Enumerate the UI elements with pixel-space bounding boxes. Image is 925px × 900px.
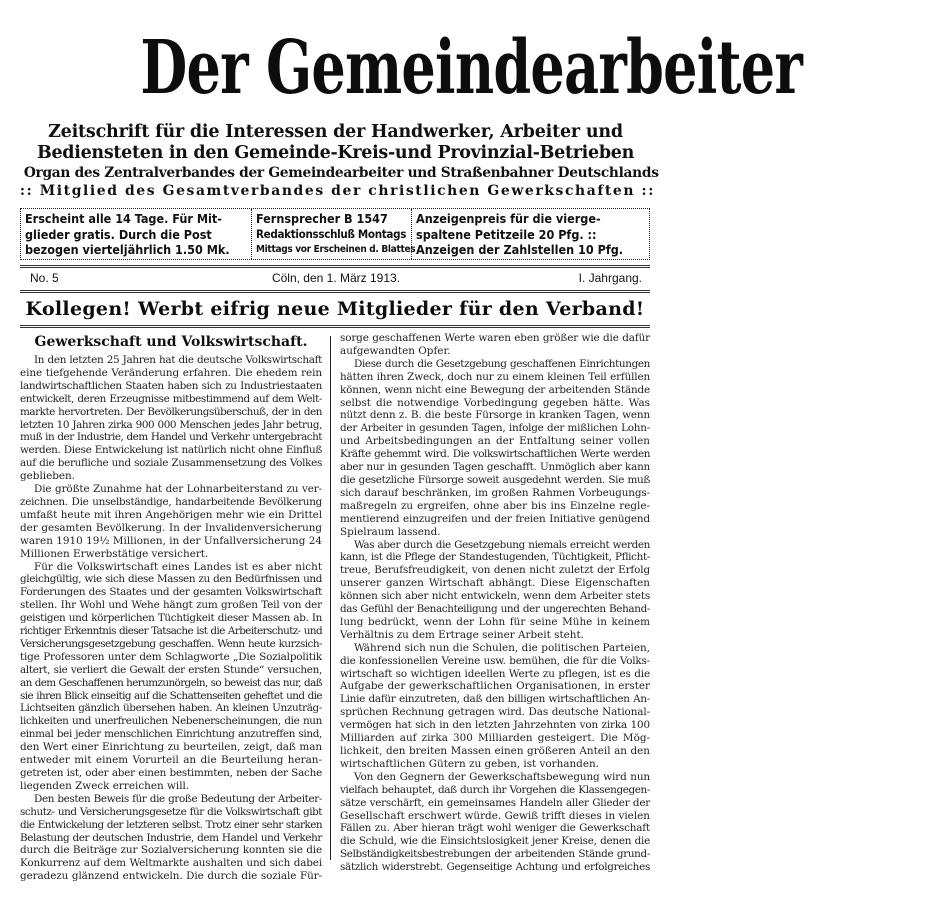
article-text-line: durch die Beiträge zur Sozialversicherung konnten sie die xyxy=(20,844,322,857)
article-text-line: Aufgabe der gewerkschaftlichen Organisationen, in erster xyxy=(340,680,650,693)
article-text-line: muß in der Industrie, dem Handel und Verkehr untergebracht xyxy=(20,431,322,444)
slogan-banner: Kollegen! Werbt eifrig neue Mitglieder für den Verband! xyxy=(25,298,645,320)
article-headline: Gewerkschaft und Volkswirtschaft. xyxy=(34,334,308,350)
article-text-line: sie ihren Blick einseitig auf die Schattenseiten geheftet und die xyxy=(20,689,322,702)
article-text-line: letzten 10 Jahren zirka 900 000 Menschen jedes Jahr betrug, xyxy=(20,418,322,431)
article-text-line: waren 1910 19½ Millionen, in der Unfallversicherung 24 xyxy=(20,534,322,547)
article-text-line: treue, Berufsfreudigkeit, von denen nicht zuletzt der Erfolg xyxy=(340,564,650,577)
article-text-line: einmal bei jeder menschlichen Einrichtung anzutreffen sind, xyxy=(20,728,322,741)
article-text-line: unserer ganzen Wirtschaft abhängt. Diese Eigenschaften xyxy=(340,577,650,590)
article-text-line: Milliarden auf zirka 300 Milliarden gesteigert. Die Mög- xyxy=(340,732,650,745)
article-text-line: In den letzten 25 Jahren hat die deutsche Volkswirtschaft xyxy=(34,354,322,366)
subtitle-line-2: Bediensteten in den Gemeinde-Kreis-und Provinzial-Betrieben xyxy=(36,143,635,163)
article-text-line: können sich aber nicht entwickeln, wenn dem Arbeiter stets xyxy=(340,590,650,603)
article-text-line: sätze verschärft, ein gemeinsames Handeln aller Glieder der xyxy=(340,796,650,809)
article-text-line: der gesamten Bevölkerung. In der Invalidenversicherung xyxy=(20,521,322,534)
article-text-line: die gesetzliche Fürsorge soweit ausgedehnt werden. Sie muß xyxy=(340,473,650,486)
info-box xyxy=(20,208,650,260)
article-text-line: zeichnen. Die unselbständige, handarbeitende Bevölkerung xyxy=(20,495,322,508)
article-text-line: Millionen Erwerbstätige versichert. xyxy=(20,547,209,560)
contact-line: Redaktionsschluß Montags xyxy=(256,226,407,241)
article-text-line: Während sich nun die Schulen, die politischen Parteien, xyxy=(354,641,650,654)
article-text-line: tige Professoren unter dem Schlagworte „Die Sozialpolitik xyxy=(20,650,322,663)
article-text-line: auf die berufliche und soziale Zusammensetzung des Volkes xyxy=(20,457,322,470)
article-text-line: umfaßt heute mit ihren Angehörigen mehr wie ein Drittel xyxy=(20,508,322,521)
article-text-line: mentierend einzugreifen und der freien Initiative genügend xyxy=(340,512,650,525)
divider xyxy=(20,265,650,268)
article-text-line: Selbständigkeitsbestrebungen der arbeitenden Stände grund- xyxy=(340,848,650,861)
article-text-line: die konfessionellen Vereine usw. bemühen, die für die Volks- xyxy=(340,654,650,667)
article-text-line: Fällen zu. Aber hieran trägt wohl weniger die Gewerkschaft xyxy=(340,822,650,835)
article-text-line: aber nur in gesunden Tagen geschafft. Unmöglich aber kann xyxy=(340,461,650,474)
issue-number: No. 5 xyxy=(30,271,59,285)
article-text-line: Linie dafür einzutreten, daß den billigen wirtschaftlichen An- xyxy=(340,693,650,706)
advertising-line: Anzeigenpreis für die vierge- xyxy=(416,211,601,226)
article-text-line: markte hervortreten. Der Bevölkerungsüberschuß, der in den xyxy=(20,405,322,418)
article-text-line: landwirtschaftlichen Staaten haben sich zu Industriestaaten xyxy=(20,379,322,392)
subscription-line: glieder gratis. Durch die Post xyxy=(25,226,212,242)
subscription-info xyxy=(21,209,251,259)
article-text-line: Konkurrenz auf dem Weltmarkte aushalten und sich dabei xyxy=(20,857,322,870)
volume: I. Jahrgang. xyxy=(578,271,642,285)
subscription-line: bezogen vierteljährlich 1.50 Mk. xyxy=(25,242,230,257)
dateline xyxy=(30,269,642,287)
article-text-line: geistigen und körperlichen Tüchtigkeit dieser Massen ab. In xyxy=(20,612,322,625)
contact-line: Fernsprecher B 1547 xyxy=(256,211,388,226)
advertising-info xyxy=(411,209,649,259)
article-text-line: hätten ihren Zweck, doch nur zu einem kleinen Teil erfüllen xyxy=(340,370,650,383)
article-text-line: wirtschaftlichen Gütern zu geben, ist vorhanden. xyxy=(340,757,599,770)
article-text-line: stellen. Ihr Wohl und Wehe hängt zum großen Teil von der xyxy=(20,599,322,612)
masthead-title: Der Gemeindearbeiter xyxy=(140,25,803,111)
article-text-line: sätzlich widerstrebt. Gegenseitige Achtung und erfolgreiches xyxy=(340,861,650,874)
article-text-line: entweder mit einem Vorurteil an die Beurteilung heran- xyxy=(20,754,322,767)
article-text-line: vermögen hat sich in den letzten Jahrzehnten von zirka 100 xyxy=(340,719,650,732)
article-text-line: der Arbeiter in gesunden Tagen, infolge der mißlichen Lohn- xyxy=(340,422,650,435)
article-text-line: eine tiefgehende Veränderung erfahren. Die ehedem rein xyxy=(20,366,322,379)
article-text-line: lichkeiten und unerfreulichen Nebenerscheinungen, die nun xyxy=(20,715,322,728)
article-text-line: und Arbeitsbedingungen an der Entfaltung seiner vollen xyxy=(340,435,650,448)
article-column-right xyxy=(340,332,650,874)
article-text-line: getreten ist, oder aber einen bestimmten, neben der Sache xyxy=(20,767,322,779)
subtitle-line-1: Zeitschrift für die Interessen der Handwerker, Arbeiter und xyxy=(48,122,623,142)
article-text-line: nützt denn z. B. die beste Fürsorge in kranken Tagen, wenn xyxy=(340,409,650,422)
article-text-line: schutz- und Versicherungsgesetze für die Volkswirtschaft gibt xyxy=(20,805,322,818)
article-text-line: die Schuld, wie die Einsichtslosigkeit jener Kreise, denen die xyxy=(340,835,650,848)
article-text-line: liegenden Zweck erreichen will. xyxy=(20,779,190,792)
article-text-line: selbst die notwendige Vorbedingung gegeben hätte. Was xyxy=(340,396,650,409)
article-text-line: Den besten Beweis für die große Bedeutung der Arbeiter- xyxy=(34,792,322,805)
membership-line: :: Mitglied des Gesamtverbandes der christlichen Gewerkschaften :: xyxy=(19,183,655,199)
article-text-line: das Gefühl der Benachteiligung und der ungerechten Behand- xyxy=(340,603,650,616)
article-text-line: wirtschaft so wichtigen ideellen Werte zu pflegen, ist es die xyxy=(340,667,650,680)
article-text-line: Diese durch die Gesetzgebung geschaffenen Einrichtungen xyxy=(354,357,650,370)
article-text-line: Lichtseiten gänzlich übersehen haben. An kleinen Unzuträg- xyxy=(20,702,322,715)
article-text-line: sprüchen Rechnung getragen wird. Das deutsche National- xyxy=(340,706,650,719)
article-text-line: Gesellschaft erschwert würde. Gewiß trifft dieses in vielen xyxy=(340,809,650,822)
article-text-line: kann, ist die Pflege der Standestugenden, Tüchtigkeit, Pflicht- xyxy=(340,551,650,564)
divider xyxy=(20,290,650,293)
article-text-line: werden. Diese Entwickelung ist natürlich nicht ohne Einfluß xyxy=(20,444,322,457)
article-text-line: Kräfte gehemmt wird. Die volkswirtschaftlichen Werte werden xyxy=(340,448,650,461)
divider xyxy=(20,325,650,328)
contact-info xyxy=(251,209,416,259)
article-text-line: können, wenn nicht eine Bewegung der arbeitenden Stände xyxy=(340,383,650,396)
article-text-line: gleichgültig, wie sich diese Massen zu den Bedürfnissen und xyxy=(20,573,322,586)
article-text-line: Von den Gegnern der Gewerkschaftsbewegung wird nun xyxy=(354,770,650,783)
organ-line: Organ des Zentralverbandes der Gemeindearbeiter und Straßenbahner Deutschlands xyxy=(23,165,659,181)
article-text-line: lichkeit, den breiten Massen einen größeren Anteil an den xyxy=(340,745,650,757)
article-text-line: Verhältnis zu dem Ertrage seiner Arbeit steht. xyxy=(340,628,584,641)
article-text-line: vielfach behauptet, daß durch ihr Vorgehen die Klassengegen- xyxy=(340,783,650,796)
article-text-line: altert, sie verliert die Gewalt der ersten Stunde“ versuchen, xyxy=(20,663,322,676)
article-text-line: aufgewandten Opfer. xyxy=(340,344,451,357)
article-text-line: die Entwickelung der letzteren selbst. Trotz einer sehr starken xyxy=(20,818,322,831)
column-divider xyxy=(330,336,331,860)
article-text-line: Versicherungsgesetzgebung geschaffen. Wenn heute kurzsich- xyxy=(20,637,322,650)
advertising-line: spaltene Petitzeile 20 Pfg. :: xyxy=(416,226,597,242)
contact-line: Mittags vor Erscheinen d. Blattes xyxy=(256,244,416,255)
article-text-line: geblieben. xyxy=(20,470,76,483)
article-text-line: richtiger Erkenntnis dieser Tatsache ist die Arbeiterschutz- und xyxy=(20,625,322,638)
advertising-line: Anzeigen der Zahlstellen 10 Pfg. xyxy=(416,242,624,257)
article-text-line: Spielraum lassend. xyxy=(340,525,441,538)
article-text-line: Für die Volkswirtschaft eines Landes ist es aber nicht xyxy=(34,560,322,573)
article-text-line: Forderungen des Staates und der gesamten Volkswirtschaft xyxy=(20,586,322,599)
article-text-line: sich darauf beschränken, im großen Rahmen Vorbeugungs- xyxy=(340,486,650,499)
article-text-line: Belastung der deutschen Industrie, dem Handel und Verkehr xyxy=(20,831,322,844)
place-date: Cöln, den 1. März 1913. xyxy=(271,271,401,285)
subscription-line: Erscheint alle 14 Tage. Für Mit- xyxy=(25,211,222,226)
article-text-line: den Wert einer Einrichtung zu beurteilen, zeigt, daß man xyxy=(20,741,322,754)
article-text-line: maßregeln zu ergreifen, ohne aber bis ins Einzelne regle- xyxy=(340,499,650,512)
article-text-line: Die größte Zunahme hat der Lohnarbeiterstand zu ver- xyxy=(34,483,322,496)
article-text-line: an dem Geschaffenen herumzunörgeln, so beweist das nur, daß xyxy=(20,676,322,689)
article-text-line: Was aber durch die Gesetzgebung niemals erreicht werden xyxy=(354,538,650,551)
article-column-left xyxy=(20,332,322,883)
article-text-line: geradezu glänzend entwickeln. Die durch die soziale Für- xyxy=(20,870,322,883)
article-text-line: entwickelt, deren Erzeugnisse mitbestimmend auf dem Welt- xyxy=(20,392,322,405)
article-text-line: sorge geschaffenen Werte waren eben größer wie die dafür xyxy=(340,332,650,344)
article-text-line: lung bedrückt, wenn der Lohn für seine Mühe in keinem xyxy=(340,615,650,628)
